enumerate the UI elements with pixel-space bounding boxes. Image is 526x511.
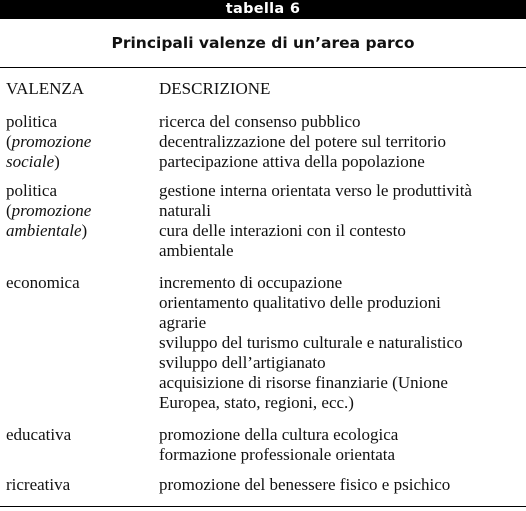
description-item: sviluppo del turismo culturale e naturalistico xyxy=(159,333,463,352)
valenza-cell xyxy=(6,425,154,445)
valenza-cell xyxy=(6,273,154,293)
description-item: decentralizzazione del potere sul territorio xyxy=(159,132,446,151)
valenza-cell xyxy=(6,112,154,172)
valenza-sub-2: ambientale xyxy=(6,221,82,240)
valenza-label: economica xyxy=(6,273,80,292)
table-title: Principali valenze di un’area parco xyxy=(111,34,415,52)
description-item: promozione del benessere fisico e psichico xyxy=(159,475,451,494)
description-item: cura delle interazioni con il contesto xyxy=(159,221,406,240)
description-item: ricerca del consenso pubblico xyxy=(159,112,361,131)
description-item-continuation: Europea, stato, regioni, ecc.) xyxy=(159,393,354,412)
valenza-sub-1: promozione xyxy=(11,132,92,151)
descrizione-cell xyxy=(159,112,521,172)
description-item: acquisizione di risorse finanziarie (Unione xyxy=(159,373,448,392)
description-item: partecipazione attiva della popolazione xyxy=(159,152,425,171)
valenza-cell xyxy=(6,475,154,495)
description-item: sviluppo dell’artigianato xyxy=(159,353,326,372)
valenza-sub-1: promozione xyxy=(11,201,92,220)
valenza-label: ricreativa xyxy=(6,475,71,494)
description-item: orientamento qualitativo delle produzioni xyxy=(159,293,441,312)
paren-close: ) xyxy=(54,152,60,171)
valenza-sub-2: sociale xyxy=(6,152,55,171)
description-item-continuation: agrarie xyxy=(159,313,207,332)
column-header-valenza: VALENZA xyxy=(6,79,85,98)
description-item: promozione della cultura ecologica xyxy=(159,425,399,444)
paren-open: ( xyxy=(6,132,12,151)
column-header-descrizione: DESCRIZIONE xyxy=(159,79,271,98)
valenza-label: politica xyxy=(6,181,57,200)
descrizione-cell xyxy=(159,425,521,465)
bottom-rule xyxy=(0,506,526,507)
descrizione-cell xyxy=(159,273,521,413)
description-item: formazione professionale orientata xyxy=(159,445,396,464)
description-item: gestione interna orientata verso le produttività xyxy=(159,181,472,200)
valenza-cell xyxy=(6,181,154,241)
valenza-label: educativa xyxy=(6,425,72,444)
description-item-continuation: ambientale xyxy=(159,241,234,260)
description-item-continuation: naturali xyxy=(159,201,211,220)
paren-close: ) xyxy=(81,221,88,240)
table-label: tabella 6 xyxy=(0,0,526,19)
descrizione-cell xyxy=(159,475,521,495)
descrizione-cell xyxy=(159,181,521,261)
description-item: incremento di occupazione xyxy=(159,273,343,292)
valenza-label: politica xyxy=(6,112,57,131)
paren-open: ( xyxy=(6,201,12,220)
top-rule xyxy=(0,67,526,68)
